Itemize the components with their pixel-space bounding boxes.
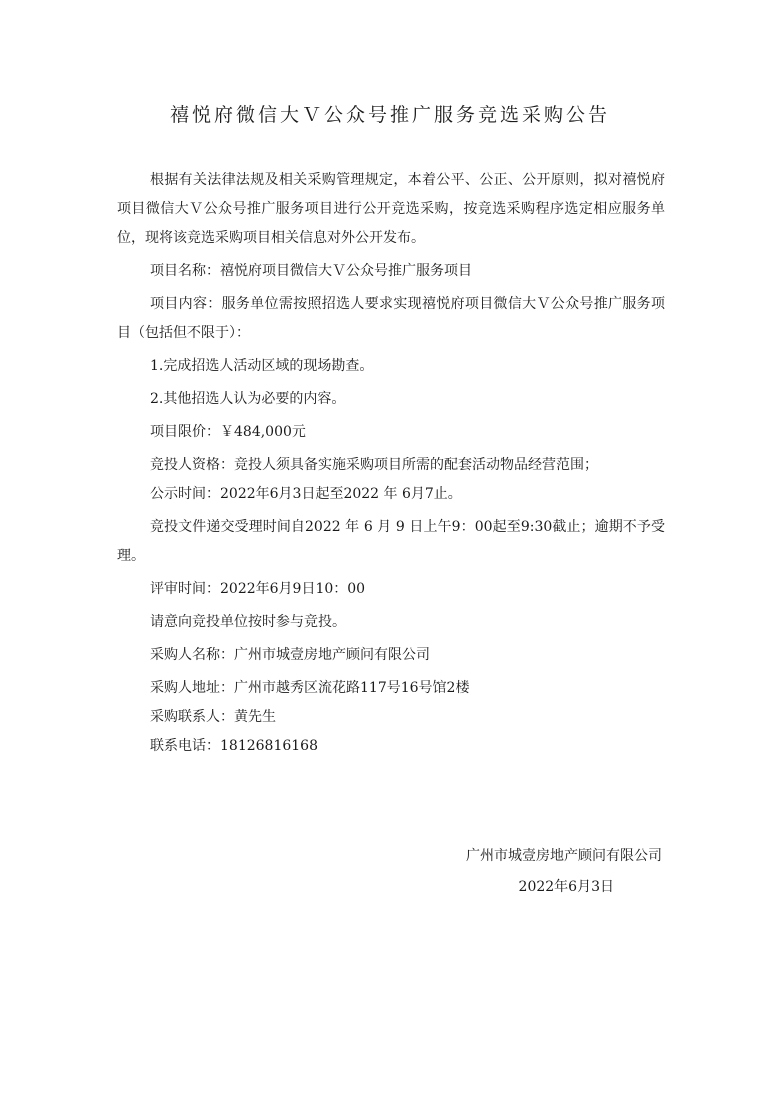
- signature-company: 广州市城壹房地产顾问有限公司: [466, 848, 662, 864]
- intro-paragraph: 根据有关法律法规及相关采购管理规定，本着公平、公正、公开原则，拟对禧悦府项目微信大Ｖ公众号推广服务项目进行公开竞选采购，按竞选采购程序选定相应服务单位，现将该竞选采购项目相关信息对外公开发布。: [117, 172, 665, 246]
- project-name: 项目名称：禧悦府项目微信大Ｖ公众号推广服务项目: [150, 263, 472, 279]
- price-limit: 项目限价：￥484,000元: [150, 424, 306, 440]
- purchaser-address: 采购人地址：广州市越秀区流花路117号16号馆2楼: [150, 680, 470, 696]
- review-time: 评审时间：2022年6月9日10：00: [150, 581, 366, 597]
- bidder-qualification: 竞投人资格：竞投人须具备实施采购项目所需的配套活动物品经营范围；: [150, 457, 598, 473]
- document-body: [117, 166, 665, 761]
- participation-notice: 请意向竞投单位按时参与竞投。: [150, 614, 346, 630]
- purchaser-name: 采购人名称：广州市城壹房地产顾问有限公司: [150, 647, 430, 663]
- project-content: 项目内容：服务单位需按照招选人要求实现禧悦府项目微信大Ｖ公众号推广服务项目（包括但不限于）：: [117, 296, 665, 341]
- submission-time: 竞投文件递交受理时间自2022 年 6 月 9 日上午9：00起至9:30截止；逾期不予受理。: [117, 519, 665, 564]
- content-item-1: 1.完成招选人活动区域的现场勘查。: [150, 358, 374, 374]
- signature-date: 2022年6月3日: [518, 879, 614, 895]
- publicity-time: 公示时间：2022年6月3日起至2022 年 6月7止。: [150, 486, 462, 502]
- document-title: 禧悦府微信大Ｖ公众号推广服务竞选采购公告: [169, 104, 610, 126]
- content-item-2: 2.其他招选人认为必要的内容。: [150, 391, 346, 407]
- contact-phone: 联系电话：18126816168: [150, 738, 318, 754]
- contact-person: 采购联系人：黄先生: [150, 709, 276, 725]
